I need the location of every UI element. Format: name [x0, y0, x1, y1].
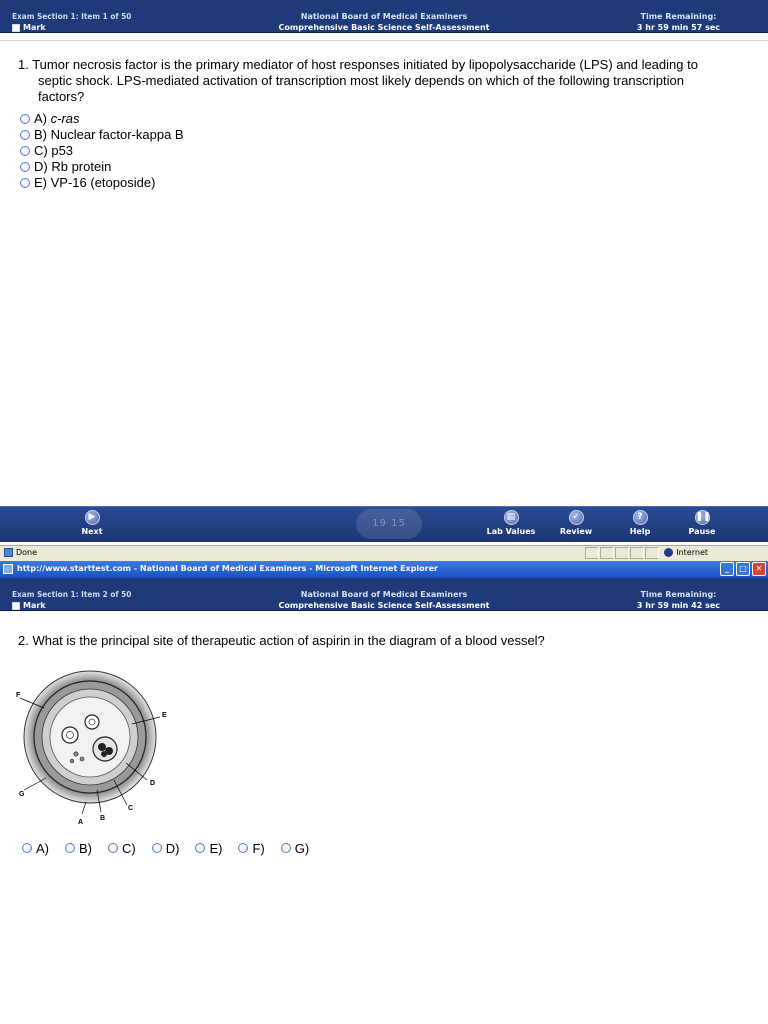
- status-pane: [615, 547, 629, 559]
- platelet: [70, 759, 74, 763]
- nbme-seal-logo: 19 15: [356, 509, 422, 539]
- option-letter: A): [34, 111, 47, 126]
- radio-button[interactable]: [281, 843, 291, 853]
- status-done: [4, 548, 37, 557]
- radio-button[interactable]: [20, 130, 30, 140]
- exam-subtitle: Comprehensive Basic Science Self-Assessment: [278, 23, 490, 32]
- radio-button[interactable]: [20, 178, 30, 188]
- lab-values-label: Lab Values: [486, 527, 536, 536]
- option-d[interactable]: [152, 840, 180, 856]
- time-remaining-label: Time Remaining:: [640, 590, 717, 599]
- option-a[interactable]: [20, 111, 184, 127]
- window-titlebar[interactable]: [0, 561, 768, 578]
- radio-button[interactable]: [195, 843, 205, 853]
- lab-icon: ▤: [504, 510, 519, 525]
- answer-options-2: [22, 840, 325, 856]
- wbc-nucleus-lobe: [98, 743, 106, 751]
- review-button[interactable]: [546, 510, 606, 536]
- option-text: Rb protein: [51, 159, 112, 174]
- close-button[interactable]: ✕: [752, 562, 766, 576]
- option-text: Nuclear factor-kappa B: [50, 127, 184, 142]
- answer-options: [20, 111, 184, 191]
- exam-header-2: [0, 578, 768, 611]
- diagram-label-c: C: [128, 805, 134, 812]
- option-b[interactable]: [20, 127, 184, 143]
- option-letter: E): [209, 840, 223, 856]
- time-remaining-label: Time Remaining:: [640, 12, 717, 21]
- pause-button[interactable]: [672, 510, 732, 536]
- diagram-label-f: F: [16, 692, 21, 699]
- org-name: National Board of Medical Examiners: [300, 12, 468, 21]
- question-stem: 1. Tumor necrosis factor is the primary mediator of host responses initiated by lipopolysaccharide (LPS) and leading to septic shock. LPS-mediated activation of transcription most likely depends on which of the following transcription factors?: [18, 57, 698, 104]
- org-name: National Board of Medical Examiners: [300, 590, 468, 599]
- radio-button[interactable]: [108, 843, 118, 853]
- leader-line-a: [82, 802, 86, 814]
- option-a[interactable]: [22, 840, 49, 856]
- option-g[interactable]: [281, 840, 309, 856]
- option-c[interactable]: [20, 143, 184, 159]
- minimize-button[interactable]: _: [720, 562, 734, 576]
- status-pane: [585, 547, 599, 559]
- option-letter: C): [34, 143, 48, 158]
- option-letter: A): [36, 840, 49, 856]
- option-e[interactable]: [195, 840, 222, 856]
- diagram-label-g: G: [19, 791, 25, 798]
- status-pane: [600, 547, 614, 559]
- globe-icon: [664, 548, 673, 557]
- diagram-label-a: A: [78, 819, 84, 826]
- pause-icon: ❚❚: [695, 510, 710, 525]
- red-blood-cell: [85, 715, 99, 729]
- play-icon: ▶: [85, 510, 100, 525]
- diagram-label-e: E: [162, 712, 167, 719]
- question-stem: 2. What is the principal site of therapeutic action of aspirin in the diagram of a blood vessel?: [18, 633, 545, 648]
- option-letter: B): [79, 840, 92, 856]
- exam-item-label: Exam Section 1: Item 1 of 50: [12, 12, 132, 21]
- option-d[interactable]: [20, 159, 184, 175]
- platelet: [80, 757, 84, 761]
- next-label: Next: [81, 527, 103, 536]
- status-pane: [630, 547, 644, 559]
- radio-button[interactable]: [65, 843, 75, 853]
- question-1: [18, 57, 730, 105]
- pause-label: Pause: [688, 527, 716, 536]
- status-panes: [585, 547, 660, 559]
- status-text: Done: [16, 548, 38, 557]
- time-remaining-value: 3 hr 59 min 42 sec: [636, 601, 720, 610]
- wbc-nucleus-lobe: [101, 751, 107, 757]
- exam-subtitle: Comprehensive Basic Science Self-Assessment: [278, 601, 490, 610]
- browser-statusbar: [0, 545, 768, 561]
- blood-vessel-diagram: [14, 662, 184, 827]
- radio-button[interactable]: [238, 843, 248, 853]
- exam-header: [0, 0, 768, 33]
- option-letter: D): [34, 159, 48, 174]
- status-pane: [645, 547, 659, 559]
- diagram-label-d: D: [150, 780, 156, 787]
- time-remaining: [637, 589, 720, 611]
- question-2: [18, 633, 730, 649]
- ie-icon: [3, 564, 13, 574]
- option-letter: E): [34, 175, 47, 190]
- next-button[interactable]: [62, 510, 122, 536]
- review-label: Review: [559, 527, 593, 536]
- red-blood-cell: [62, 727, 78, 743]
- question-icon: ?: [633, 510, 648, 525]
- option-c[interactable]: [108, 840, 136, 856]
- option-letter: C): [122, 840, 136, 856]
- option-letter: G): [294, 840, 310, 856]
- lab-values-button[interactable]: [481, 510, 541, 536]
- exam-navbar: [0, 506, 768, 542]
- option-f[interactable]: [238, 840, 264, 856]
- exam-item-label: Exam Section 1: Item 2 of 50: [12, 590, 132, 599]
- leader-line-g: [24, 778, 46, 790]
- maximize-button[interactable]: □: [736, 562, 750, 576]
- window-controls: [718, 562, 766, 576]
- radio-button[interactable]: [20, 114, 30, 124]
- page-icon: [4, 548, 13, 557]
- header-divider: [0, 40, 768, 41]
- time-remaining-value: 3 hr 59 min 57 sec: [636, 23, 720, 32]
- option-b[interactable]: [65, 840, 92, 856]
- platelet: [74, 752, 78, 756]
- option-letter: F): [252, 840, 265, 856]
- mark-label: Mark: [23, 601, 46, 610]
- radio-button[interactable]: [20, 162, 30, 172]
- option-text: VP-16 (etoposide): [50, 175, 156, 190]
- time-remaining: [637, 11, 720, 33]
- window-title: http://www.starttest.com - National Board of Medical Examiners - Microsoft Internet Explorer: [17, 564, 438, 573]
- zone-label: Internet: [676, 548, 708, 557]
- security-zone: [664, 548, 708, 557]
- help-button[interactable]: [610, 510, 670, 536]
- radio-button[interactable]: [22, 843, 32, 853]
- help-label: Help: [629, 527, 651, 536]
- option-text: c-ras: [50, 111, 80, 126]
- option-letter: D): [165, 840, 180, 856]
- option-text: p53: [51, 143, 74, 158]
- diagram-label-b: B: [100, 815, 106, 822]
- radio-button[interactable]: [152, 843, 162, 853]
- radio-button[interactable]: [20, 146, 30, 156]
- mark-label: Mark: [23, 23, 46, 32]
- option-e[interactable]: [20, 175, 184, 191]
- checkmark-icon: ✓: [569, 510, 584, 525]
- option-letter: B): [34, 127, 47, 142]
